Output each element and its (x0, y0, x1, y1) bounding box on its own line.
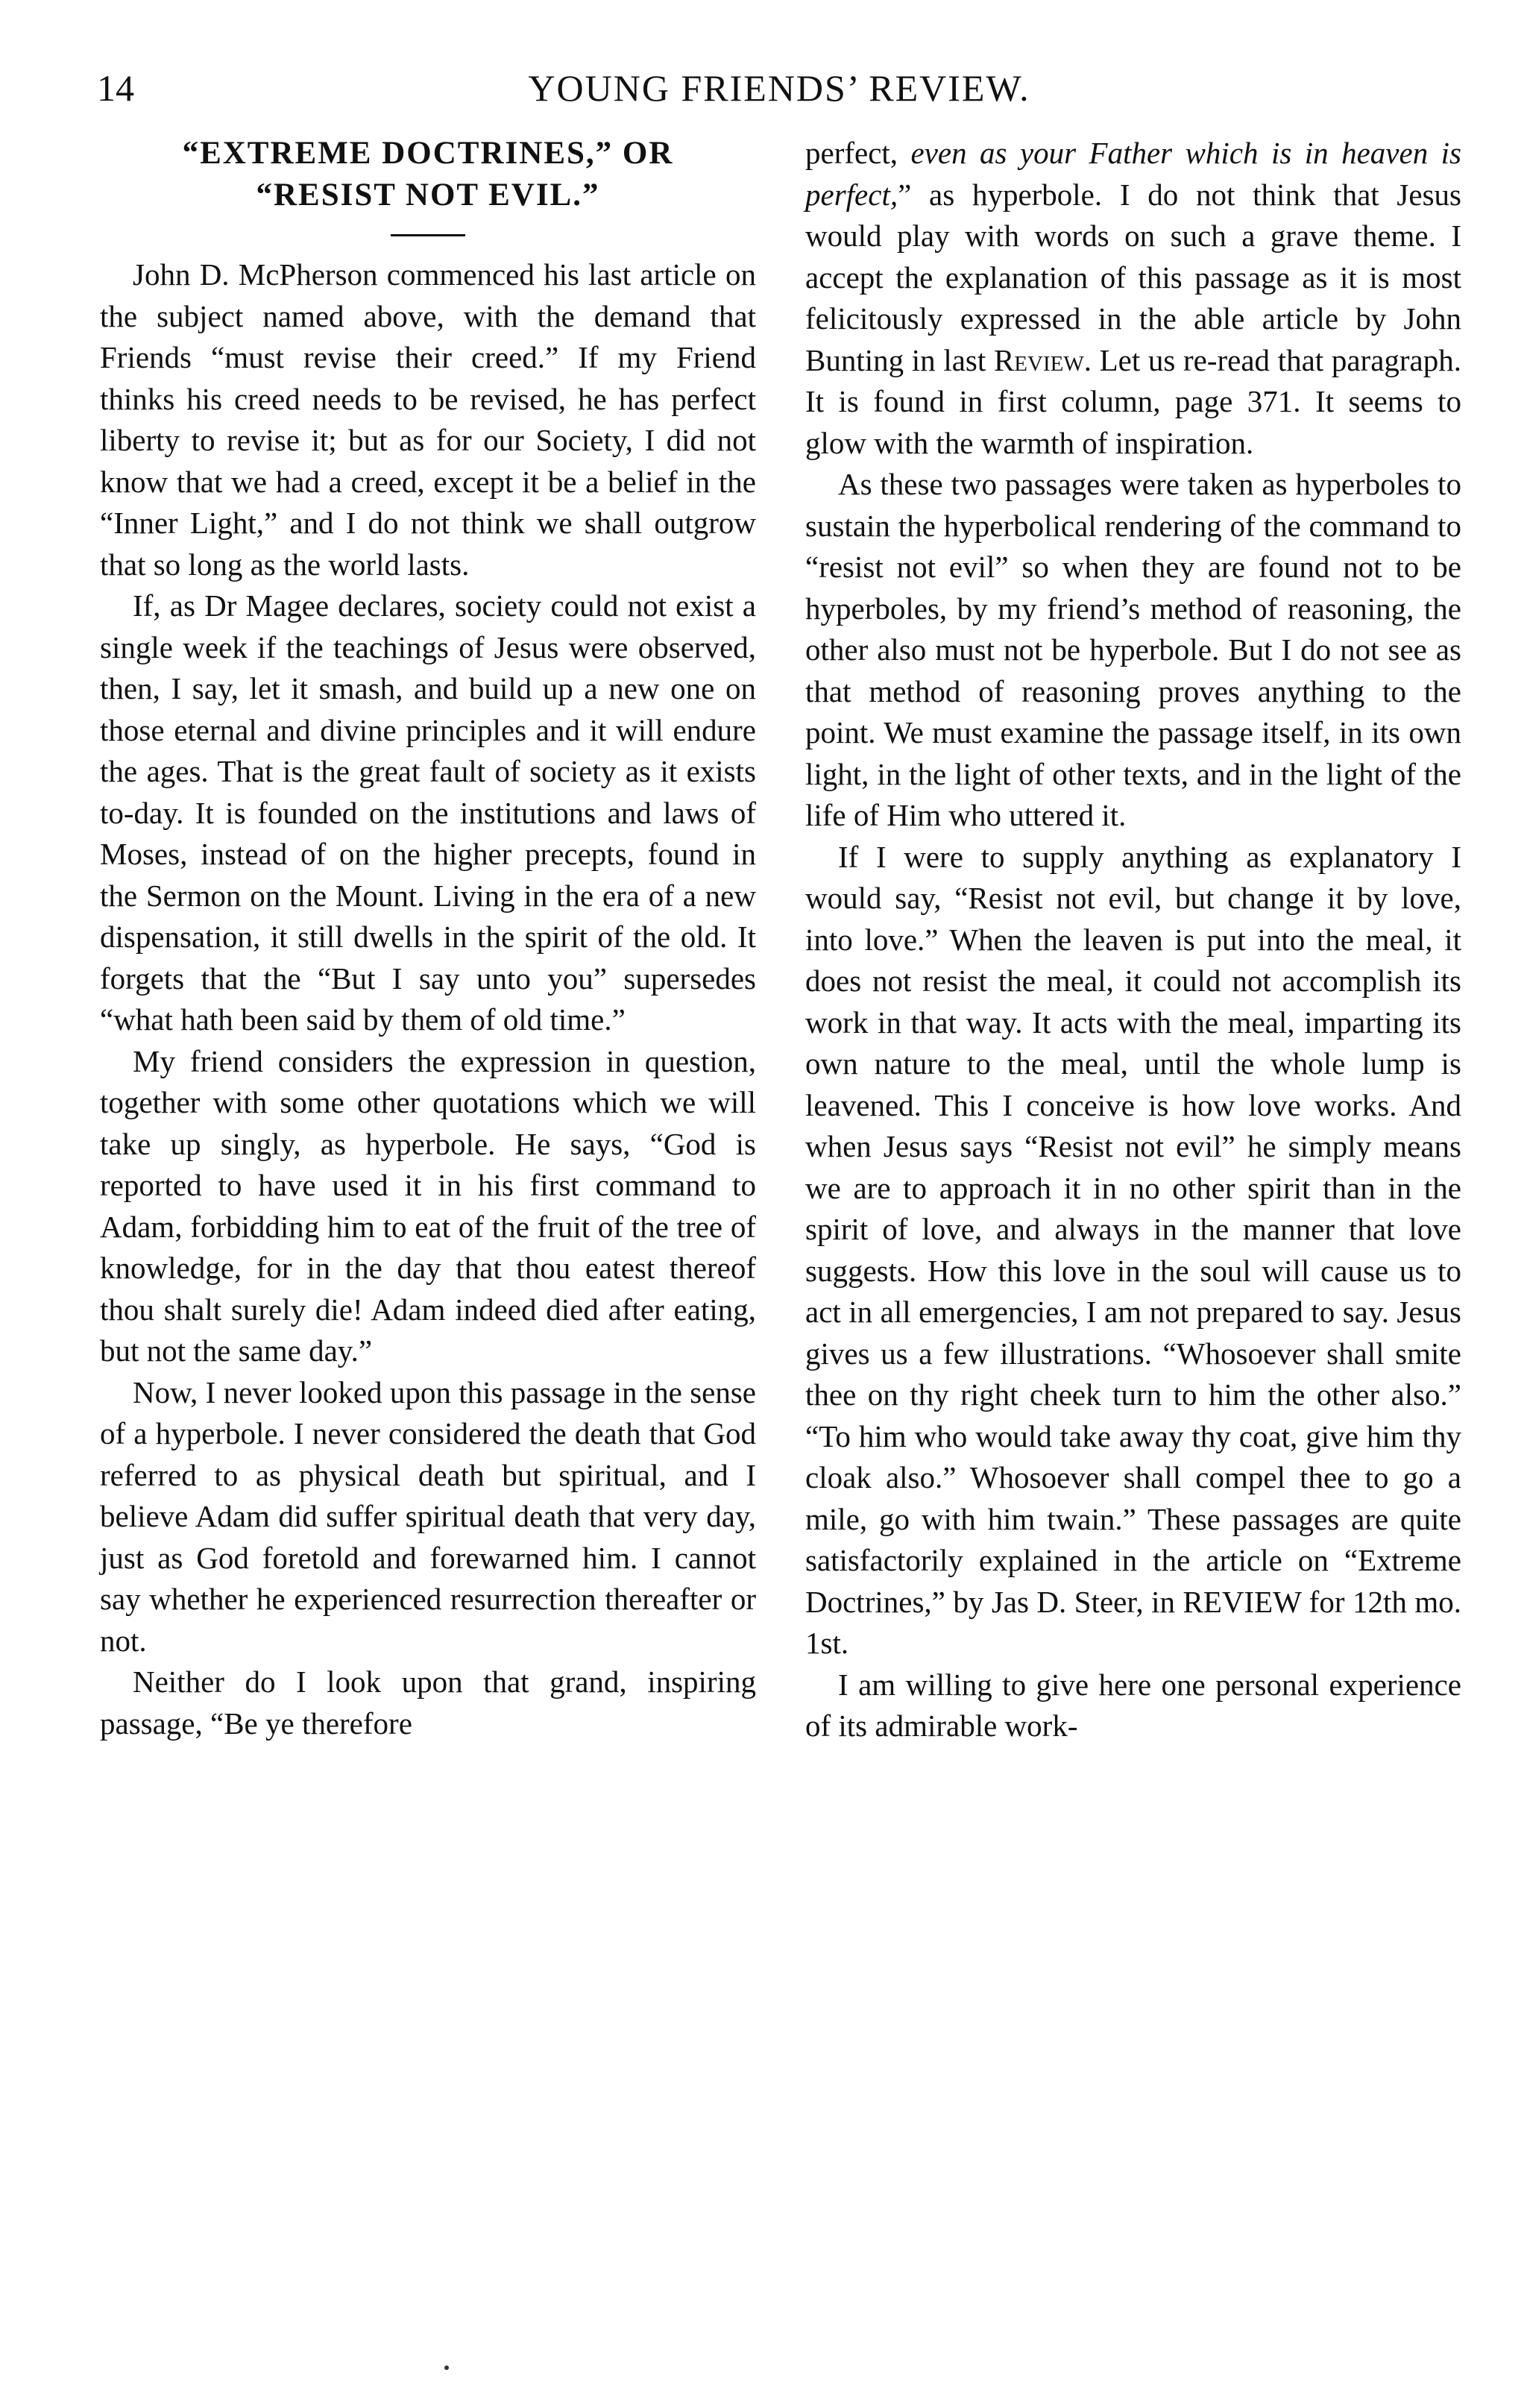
article-title-line-1: “EXTREME DOCTRINES,” OR (182, 136, 674, 171)
paragraph: My friend considers the expression in question, together with some other quotations which we will take up singly, as hyperbole. He says, “God is reported to have used it in his first command to Adam, forbidding him to eat of the fruit of the tree of knowledge, for in the day that thou eatest thereof thou shalt surely die! Adam indeed died after eating, but not the same day.” (100, 1043, 756, 1368)
journal-title: YOUNG FRIENDS’ REVIEW. (528, 67, 1030, 109)
italic-quotation: even as your Father which is in heaven is perfect, (805, 136, 1462, 212)
paragraph-continuation (805, 133, 1461, 464)
right-column (805, 133, 1461, 1747)
title-divider (391, 234, 465, 236)
left-column (100, 133, 756, 1744)
paragraph: If I were to supply anything as explanatory I would say, “Resist not evil, but change it by love, into love.” When the leaven is put into the meal, it does not resist the meal, it could not accomplish its work in that way. It acts with the meal, imparting its own nature to the meal, until the whole lump is leavened. This I conceive is how love works. And when Jesus says “Resist not evil” he simply means we are to approach it in no other spirit than in the spirit of love, and always in the manner that love suggests. How this love in the soul will cause us to act in all emergencies, I am not prepared to say. Jesus gives us a few illustrations. “Whosoever shall smite thee on thy right cheek turn to him the other also.” “To him who would take away thy coat, give him thy cloak also.” Whosoever shall compel thee to go a mile, go with him twain.” These passages are quite satisfactorily explained in the article on “Extreme Doctrines,” by Jas D. Steer, in REVIEW for 12th mo. 1st. (805, 839, 1461, 1660)
paragraph: If, as Dr Magee declares, society could not exist a single week if the teachings of Jesus were observed, then, I say, let it smash, and build up a new one on those eternal and divine principles and it will endure the ages. That is the great fault of society as it exists to-day. It is founded on the institutions and laws of Moses, instead of on the higher precepts, found in the Sermon on the Mount. Living in the era of a new dispensation, it still dwells in the spirit of the old. It forgets that the “But I say unto you” supersedes “what hath been said by them of old time.” (100, 588, 756, 1037)
printer-mark (444, 2365, 449, 2370)
article-title-line-2: “RESIST NOT EVIL.” (256, 177, 600, 213)
paragraph: Now, I never looked upon this passage in the sense of a hyperbole. I never considered the death that God referred to as physical death but spiritual, and I believe Adam did suffer spiritual death that very day, just as God foretold and forewarned him. I cannot say whether he experienced resurrection thereafter or not. (100, 1374, 756, 1658)
article-title (100, 133, 756, 216)
page-number: 14 (97, 67, 134, 109)
paragraph: As these two passages were taken as hyperboles to sustain the hyperbolical rendering of the command to “resist not evil” so when they are found not to be hyperboles, by my friend’s method of reasoning, the other also must not be hyperbole. But I do not see as that method of reasoning proves anything to the point. We must examine the passage itself, in its own light, in the light of other texts, and in the light of the life of Him who uttered it. (805, 467, 1461, 832)
continuation-text: ” as hyperbole. I do not think that Jesus would play with words on such a grave theme. I accept the explanation of this passage as it is most felicitously expressed in the able article by John Bunting in last (805, 177, 1461, 377)
paragraph-continued: Neither do I look upon that grand, inspiring passage, “Be ye therefore (100, 1664, 756, 1741)
review-reference: Review (993, 342, 1084, 377)
continuation-text: perfect, (805, 136, 911, 170)
running-head (97, 66, 1461, 125)
continuation-text: . Let us re-read that paragraph. It is found in first column, page 371. It seems to glow with the warmth of inspiration. (805, 342, 1461, 460)
paragraph: John D. McPherson commenced his last article on the subject named above, with the demand that Friends “must revise their creed.” If my Friend thinks his creed needs to be revised, he has perfect liberty to revise it; but as for our Society, I did not know that we had a creed, except it be a belief in the “Inner Light,” and I do not think we shall outgrow that so long as the world lasts. (100, 257, 756, 582)
paragraph: I am willing to give here one personal experience of its admirable work- (805, 1667, 1461, 1743)
